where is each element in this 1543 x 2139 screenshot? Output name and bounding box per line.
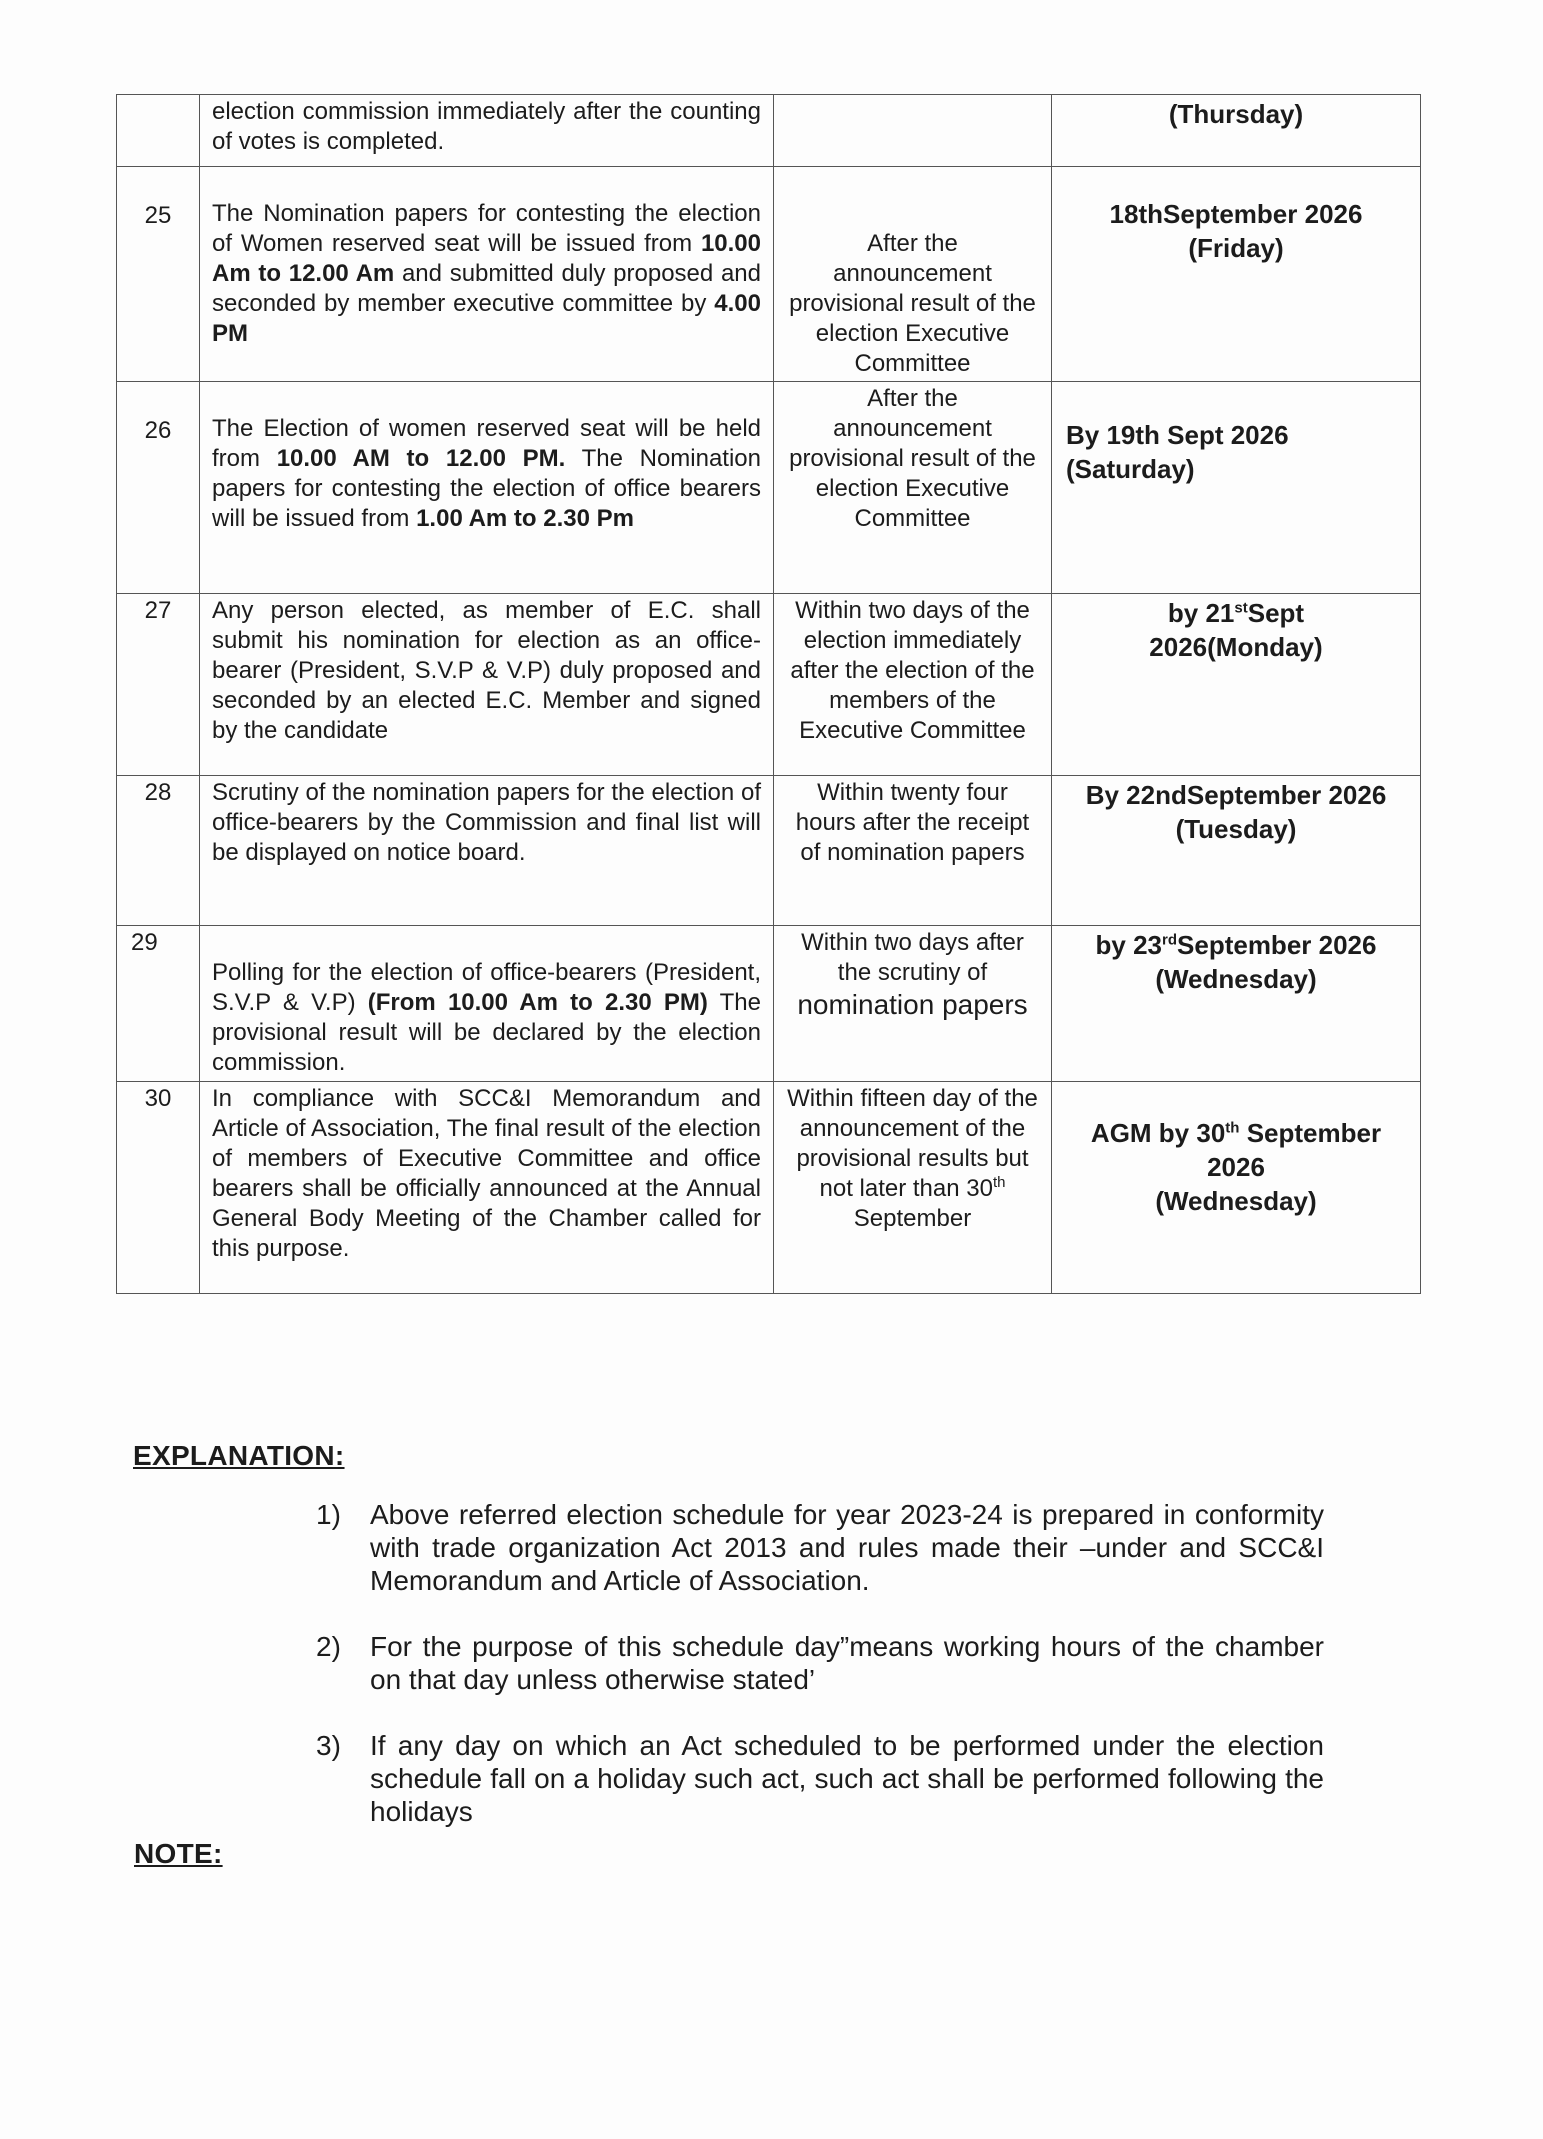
timing-text: Within fifteen day of the announcement of the provisional results but not later than 30 <box>787 1085 1038 1202</box>
row-number: 26 <box>117 382 200 594</box>
row-description <box>200 926 774 1082</box>
text-run: In compliance with SCC&I Memorandum and Article of Association, The final result of the election of members of Executive Committee and office bearers shall be officially announced at the Annual General Body Meeting of the Chamber called for this purpose. <box>212 1085 761 1262</box>
explanation-heading: EXPLANATION: <box>133 1440 345 1471</box>
row-description <box>200 382 774 594</box>
row-description <box>200 95 774 167</box>
ordinal-suffix: th <box>1225 1119 1240 1137</box>
row-date <box>1052 926 1421 1082</box>
date-line-text: by 23 <box>1095 930 1163 960</box>
timing-text: September <box>853 1205 972 1232</box>
row-date <box>1052 167 1421 382</box>
row-description <box>200 594 774 776</box>
list-item <box>316 1729 1324 1828</box>
row-number: 28 <box>117 776 200 926</box>
note-heading: NOTE: <box>134 1838 223 1869</box>
date-line-text: September 2026 <box>1177 930 1377 960</box>
table-row <box>117 926 1421 1082</box>
bold-text: 1.00 Am to 2.30 Pm <box>416 505 634 532</box>
text-run: Any person elected, as member of E.C. shall submit his nomination for election as an office-bearer (President, S.V.P & V.P) duly proposed and seconded by an elected E.C. Member and signed by the candidate <box>212 597 761 744</box>
table-row <box>117 382 1421 594</box>
item-text: For the purpose of this schedule day”means working hours of the chamber on that day unless otherwise stated’ <box>370 1631 1324 1695</box>
row-date <box>1052 1082 1421 1294</box>
row-timing <box>774 926 1052 1082</box>
item-text: Above referred election schedule for year 2023-24 is prepared in conformity with trade organization Act 2013 and rules made their –under and SCC&I Memorandum and Article of Association. <box>370 1499 1324 1596</box>
explanation-list <box>316 1498 1324 1861</box>
date-line: 2026 <box>1207 1152 1265 1182</box>
row-timing <box>774 1082 1052 1294</box>
text-run: The Nomination papers for contesting the election of Women reserved seat will be issued from <box>212 200 761 257</box>
bold-text: 10.00 Am to 12.00 Am <box>212 230 761 287</box>
ordinal-suffix: st <box>1234 599 1248 617</box>
text-run: election commission immediately after the counting of votes is completed. <box>212 98 761 155</box>
text-run: The Nomination papers for contesting the election of office bearers will be issued from <box>212 445 762 532</box>
row-timing <box>774 95 1052 167</box>
table-row <box>117 95 1421 167</box>
row-date <box>1052 382 1421 594</box>
table-row <box>117 594 1421 776</box>
row-number: 27 <box>117 594 200 776</box>
row-number: 29 <box>117 926 200 1082</box>
date-line-text: by 21 <box>1167 598 1235 628</box>
date-line: (Saturday) <box>1066 454 1195 484</box>
date-line <box>1064 596 1408 630</box>
date-line <box>1064 928 1408 962</box>
timing-text: nomination papers <box>797 989 1028 1020</box>
row-timing: After the announcement provisional result of the election Executive Committee <box>774 382 1052 594</box>
date-line-text: September <box>1239 1118 1382 1148</box>
table-row <box>117 776 1421 926</box>
row-number: 25 <box>117 167 200 382</box>
date-line: (Friday) <box>1188 233 1284 263</box>
text-run: Scrutiny of the nomination papers for the election of office-bearers by the Commission and final list will be displayed on notice board. <box>212 779 761 866</box>
row-timing: Within two days of the election immediately after the election of the members of the Executive Committee <box>774 594 1052 776</box>
election-schedule-table <box>116 94 1421 1294</box>
text-run: and submitted duly proposed and seconded by member executive committee by <box>212 260 761 317</box>
row-date <box>1052 95 1421 167</box>
date-line: (Wednesday) <box>1155 964 1317 994</box>
list-item <box>316 1630 1324 1696</box>
date-line-text: Sept <box>1247 598 1305 628</box>
row-timing: Within twenty four hours after the receipt of nomination papers <box>774 776 1052 926</box>
date-line: By 19th Sept 2026 <box>1066 420 1289 450</box>
date-line-text: AGM by 30 <box>1090 1118 1226 1148</box>
item-number: 3) <box>316 1730 341 1761</box>
row-date <box>1052 776 1421 926</box>
bold-text: 10.00 AM to 12.00 PM. <box>276 445 566 472</box>
text-run: The Election of women reserved seat will be held from <box>212 415 761 472</box>
date-line: (Wednesday) <box>1155 1186 1317 1216</box>
ordinal-suffix: th <box>992 1174 1006 1191</box>
ordinal-suffix: rd <box>1162 931 1178 949</box>
date-line <box>1064 1116 1408 1150</box>
list-item <box>316 1498 1324 1597</box>
bold-text: 4.00 PM <box>212 290 761 347</box>
row-date <box>1052 594 1421 776</box>
bold-text: (From 10.00 Am to 2.30 PM) <box>367 989 708 1016</box>
timing-text: Within two days after the scrutiny of <box>801 929 1024 986</box>
date-line: 2026(Monday) <box>1149 632 1323 662</box>
table-row <box>117 1082 1421 1294</box>
row-description <box>200 776 774 926</box>
item-number: 2) <box>316 1631 341 1662</box>
row-description <box>200 1082 774 1294</box>
table-row <box>117 167 1421 382</box>
date-line: (Thursday) <box>1168 99 1304 129</box>
row-description <box>200 167 774 382</box>
date-line: 18thSeptember 2026 <box>1109 199 1363 229</box>
text-run: The provisional result will be declared by the election commission. <box>212 989 761 1076</box>
item-number: 1) <box>316 1499 341 1530</box>
item-text: If any day on which an Act scheduled to be performed under the election schedule fall on a holiday such act, such act shall be performed following the holidays <box>370 1730 1324 1827</box>
date-line: (Tuesday) <box>1175 814 1297 844</box>
text-run: Polling for the election of office-bearers (President, S.V.P & V.P) <box>212 959 761 1016</box>
date-line: By 22ndSeptember 2026 <box>1085 780 1387 810</box>
row-timing: After the announcement provisional result of the election Executive Committee <box>774 167 1052 382</box>
row-number <box>117 95 200 167</box>
row-number: 30 <box>117 1082 200 1294</box>
